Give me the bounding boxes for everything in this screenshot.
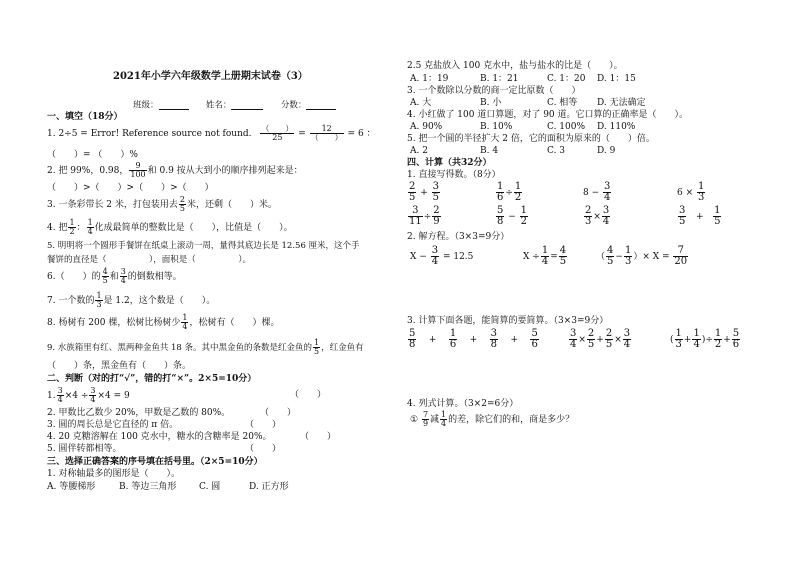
fraction: $\frac{1}{4}$	[182, 313, 188, 331]
option-b[interactable]: B. 4	[480, 146, 499, 156]
question-4: 4. 把 $\frac{1}{2}$ ： $\frac{1}{4}$ 化成最简单的整数比是（ ），比值是（ ）。	[47, 218, 293, 236]
choice-5-options	[410, 147, 615, 156]
option-a[interactable]: A. 2	[410, 146, 428, 156]
fraction: $\frac{2}{5}$	[179, 195, 185, 213]
question-9: 9. 水族箱里有红、黑两种金鱼共 18 条。其中黑金鱼的条数是红金鱼的 $\frac{1}{5}$ ，红金鱼有	[47, 338, 364, 356]
question-7: 7. 一个数的 $\frac{1}{3}$ 是 1.2，这个数是（ ）。	[47, 291, 216, 309]
calc-item: $\frac{3}{5}$ + $\frac{1}{5}$	[679, 205, 721, 227]
choice-2-options	[410, 75, 636, 84]
option-b[interactable]: B. 10%	[480, 122, 513, 132]
section-3-heading: 三、选择正确答案的序号填在括号里。（2×5=10分）	[47, 457, 263, 467]
calc-item: $\frac{2}{5}$ + $\frac{3}{5}$	[409, 181, 440, 203]
fraction: $\frac{( )}{25}$	[261, 124, 294, 142]
fraction: $\frac{3}{4}$	[120, 267, 126, 285]
question-2-cont: （ ）>（ ）>（ ）>（ ）	[47, 183, 214, 193]
choice-3: 3. 一个数除以分数的商一定比原数（ ）	[407, 86, 581, 96]
question-2: 2. 把 99%，0.98， $\frac{9}{100}$ 和 0.9 按从大到小的顺序排列起来是：	[47, 161, 303, 179]
question-5-cont: 餐饼的直径是（ ），面积是（ ）。	[47, 255, 252, 265]
calc-item: $\frac{5}{8}$ − $\frac{1}{2}$	[497, 205, 528, 227]
equation-3: （ $\frac{4}{5}$ − $\frac{1}{3}$ ）× X = $\frac{7}{20}$	[596, 245, 688, 267]
calc-3-heading: 3. 计算下面各题，能简算的要简算。（3×3=9分）	[407, 316, 609, 326]
fraction: $\frac{1}{2}$	[69, 218, 75, 236]
fraction: $\frac{1}{3}$	[96, 291, 102, 309]
equation-2: X ÷ $\frac{1}{4}$ = $\frac{4}{5}$	[523, 245, 567, 267]
fraction: $\frac{3}{4}$	[57, 386, 63, 404]
option-d[interactable]: D. 9	[597, 146, 616, 156]
simplify-3: ( $\frac{1}{3}$ + $\frac{1}{4}$ )÷ $\frac{1}{2}$ + $\frac{5}{6}$	[670, 328, 740, 350]
judge-3-answer[interactable]: （ ）	[245, 420, 282, 430]
score-label: 分数：	[280, 100, 307, 111]
judge-5: 5. 圆伴转都相等。	[47, 444, 122, 454]
option-b[interactable]: B. 小	[480, 98, 502, 108]
judge-5-answer[interactable]: （ ）	[245, 444, 282, 454]
judge-3: 3. 圆的周长总是它直径的 π 倍。	[47, 420, 179, 430]
option-c[interactable]: C. 3	[547, 146, 566, 156]
student-info	[133, 101, 336, 110]
option-d[interactable]: D. 110%	[597, 122, 636, 132]
word-calc-1: ① $\frac{7}{9}$ 减 $\frac{1}{4}$ 的差，除它们的和，商是多少？	[410, 410, 575, 428]
option-c[interactable]: C. 100%	[547, 122, 586, 132]
calc-2-heading: 2. 解方程。（3×3=9分）	[407, 232, 510, 242]
option-c[interactable]: C. 圆	[199, 482, 221, 492]
section-1-heading: 一、填空（18分）	[47, 112, 123, 122]
name-label: 姓名：	[205, 100, 232, 111]
simplify-1: $\frac{5}{8}$ + $\frac{1}{6}$ + $\frac{3}{8}$ + $\frac{5}{6}$	[409, 328, 538, 350]
option-c[interactable]: C. 相等	[547, 98, 578, 108]
fraction: $\frac{9}{100}$	[130, 161, 146, 179]
class-label: 班级：	[133, 100, 159, 111]
option-d[interactable]: D. 1：15	[597, 74, 636, 84]
equation-1: X − $\frac{3}{4}$ = 12.5	[410, 245, 474, 267]
fraction: $\frac{1}{5}$	[314, 338, 320, 356]
choice-1: 1. 对称轴最多的图形是（ ）。	[47, 469, 180, 479]
choice-1-options	[47, 483, 289, 492]
option-d[interactable]: D. 正方形	[249, 482, 289, 492]
option-a[interactable]: A. 90%	[410, 122, 443, 132]
fraction: $\frac{3}{4}$	[90, 386, 96, 404]
judge-2: 2. 甲数比乙数少 20%，甲数是乙数的 80%。	[47, 408, 231, 418]
judge-1-answer[interactable]: （ ）	[290, 390, 327, 400]
calc-item: $\frac{3}{11}$ ÷ $\frac{2}{9}$	[409, 205, 440, 227]
calc-4-heading: 4. 列式计算。（3×2=6分）	[407, 399, 519, 409]
question-3: 3. 一条彩带长 2 米，打包装用去 $\frac{2}{5}$ 米，还剩（ ）米。	[47, 195, 278, 213]
class-field[interactable]	[159, 101, 189, 110]
score-field[interactable]	[306, 101, 336, 110]
option-a[interactable]: A. 大	[410, 98, 432, 108]
calc-1-heading: 1. 直接写得数。（8分）	[407, 170, 501, 180]
option-b[interactable]: B. 等边三角形	[119, 482, 177, 492]
simplify-2: $\frac{3}{4}$ × $\frac{2}{5}$ + $\frac{2}{5}$ × $\frac{3}{4}$	[570, 328, 631, 350]
question-9-cont: （ ）条，黑金鱼有（ ）条。	[47, 361, 192, 371]
question-5: 5. 明明将一个圆形手餐饼在纸桌上滚动一周，量得其底边长是 12.56 厘米，这个手	[47, 241, 360, 251]
page-title: 2021年小学六年级数学上册期末试卷（3）	[113, 71, 308, 82]
judge-2-answer[interactable]: （ ）	[260, 408, 297, 418]
question-1-cont: （ ）= （ ）%	[47, 150, 138, 160]
question-1: 1. 2÷5 = Error! Reference source not found. $\frac{( )}{25}$ = $\frac{12}{( )}$ = 6 ：	[47, 124, 376, 142]
calc-item: $\frac{1}{6}$ ÷ $\frac{1}{2}$	[497, 181, 522, 203]
direct-calc-row-1	[407, 182, 706, 203]
direct-calc-row-2	[407, 206, 722, 227]
judge-4: 4. 20 克糖溶解在 100 克水中，糖水的含糖率是 20%。	[47, 432, 272, 442]
fraction: $\frac{12}{( )}$	[310, 124, 343, 142]
choice-3-options	[410, 99, 646, 108]
option-d[interactable]: D. 无法确定	[597, 98, 646, 108]
question-6: 6.（ ）的 $\frac{4}{5}$ 和 $\frac{3}{4}$ 的倒数相等。	[47, 267, 182, 285]
calc-item: $\frac{2}{3}$ × $\frac{3}{4}$	[585, 205, 610, 227]
fraction: $\frac{1}{4}$	[87, 218, 93, 236]
calc-item: 8 − $\frac{3}{4}$	[583, 181, 611, 203]
question-8: 8. 杨树有 200 棵，松树比杨树少 $\frac{1}{4}$ ，松树有（ ）棵。	[47, 313, 280, 331]
judge-1: 1. $\frac{3}{4}$ ×4 ÷ $\frac{3}{4}$ ×4 = 9	[47, 386, 130, 404]
calc-item: 6 × $\frac{1}{3}$	[677, 181, 705, 203]
choice-2: 2.5 克盐放入 100 克水中，盐与盐水的比是（ ）。	[407, 61, 623, 71]
choice-4: 4. 小红做了 100 道口算题，对了 90 道。它口算的正确率是（ ）。	[407, 110, 689, 120]
option-b[interactable]: B. 1：21	[480, 74, 519, 84]
option-c[interactable]: C. 1：20	[547, 74, 586, 84]
name-field[interactable]	[231, 101, 263, 110]
option-a[interactable]: A. 1：19	[410, 74, 449, 84]
choice-4-options	[410, 123, 635, 132]
fraction: $\frac{4}{5}$	[102, 267, 108, 285]
choice-5: 5. 把一个圆的半径扩大 2 倍，它的面积为原来的（ ）倍。	[407, 134, 655, 144]
option-a[interactable]: A. 等腰梯形	[47, 482, 96, 492]
section-2-heading: 二、判断（对的打“√”，错的打“×”。2×5=10分）	[47, 374, 257, 384]
judge-4-answer[interactable]: （ ）	[300, 432, 337, 442]
section-4-heading: 四、计算（共32分）	[407, 158, 492, 168]
